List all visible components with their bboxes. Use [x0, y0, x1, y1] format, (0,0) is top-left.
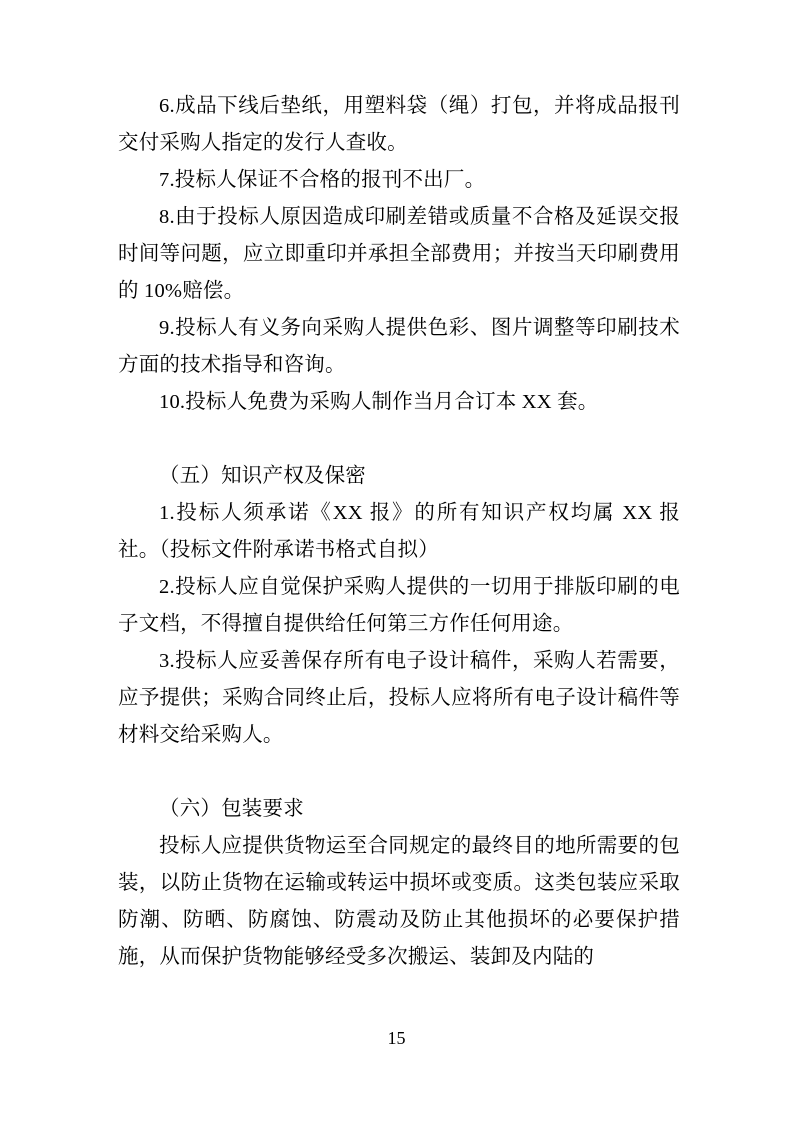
section-heading-six: （六）包装要求: [159, 798, 304, 820]
list-item: 9.投标人有义务向采购人提供色彩、图片调整等印刷技术方面的技术指导和咨询。: [118, 317, 680, 376]
page-number: 15: [387, 1028, 406, 1048]
paragraph-spacer: [118, 754, 680, 791]
list-item: 6.成品下线后垫纸，用塑料袋（绳）打包，并将成品报刊交付采购人指定的发行人查收。: [118, 95, 680, 154]
paragraph-spacer: [118, 421, 680, 458]
list-item: 1.投标人须承诺《XX 报》的所有知识产权均属 XX 报社。（投标文件附承诺书格式自拟）: [118, 502, 680, 561]
list-item: 7.投标人保证不合格的报刊不出厂。: [159, 169, 486, 191]
list-item: 2.投标人应自觉保护采购人提供的一切用于排版印刷的电子文档，不得擅自提供给任何第三方作任何用途。: [118, 576, 680, 635]
list-item: 10.投标人免费为采购人制作当月合订本 XX 套。: [159, 391, 599, 413]
list-item: 3.投标人应妥善保存所有电子设计稿件，采购人若需要，应予提供；采购合同终止后，投标人应将所有电子设计稿件等材料交给采购人。: [118, 650, 680, 746]
document-body: [118, 88, 680, 976]
section-heading-five: （五）知识产权及保密: [159, 465, 366, 487]
list-item: 8.由于投标人原因造成印刷差错或质量不合格及延误交报时间等问题，应立即重印并承担全部费用；并按当天印刷费用的 10%赔偿。: [118, 206, 680, 302]
body-paragraph: 投标人应提供货物运至合同规定的最终目的地所需要的包装，以防止货物在运输或转运中损坏或变质。这类包装应采取防潮、防晒、防腐蚀、防震动及防止其他损坏的必要保护措施，从而保护货物能够经受多次搬运、装卸及内陆的: [118, 835, 680, 968]
